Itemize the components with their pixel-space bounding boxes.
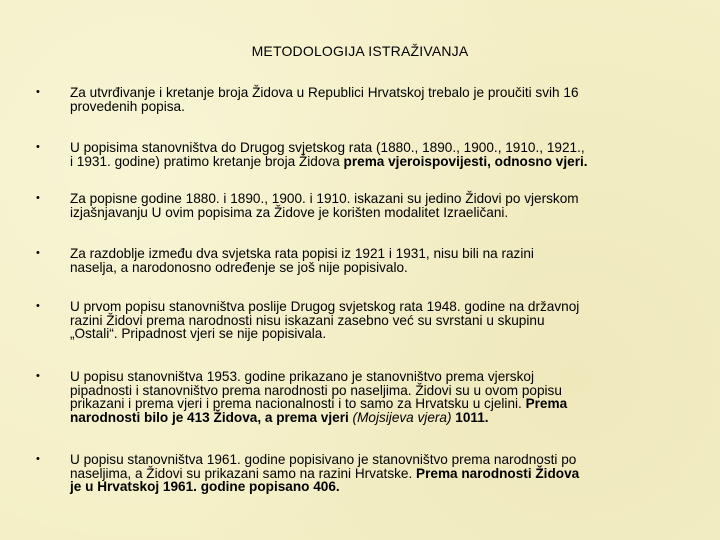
text-segment: i 1931. godine) pratimo kretanje broja Židova: [70, 153, 344, 169]
list-item-text: [70, 141, 674, 168]
list-item-text: [70, 247, 674, 274]
bullet-icon: •: [36, 247, 40, 259]
text-segment: narodnosti bilo je 413 Židova, a prema vjeri: [70, 409, 353, 425]
text-segment: Prema: [525, 396, 568, 412]
text-line: [70, 467, 674, 481]
text-segment: U popisima stanovništva do Drugog svjetskog rata (1880., 1890., 1900., 1910., 1921.,: [70, 140, 585, 155]
text-line: [70, 314, 674, 328]
text-line: [70, 100, 674, 114]
text-segment: Za utvrđivanje i kretanje broja Židova u Republici Hrvatskoj trebalo je proučiti svih 16: [70, 85, 579, 100]
text-segment: Za razdoblje između dva svjetska rata popisi iz 1921 i 1931, nisu bili na razini: [70, 246, 534, 261]
text-line: [70, 141, 674, 155]
text-segment: pipadnosti i stanovništvo prema narodnosti po naseljima. Židovi su u ovom popisu: [70, 382, 562, 398]
text-segment: naselja, a narodonosno određenje se još nije popisivalo.: [70, 259, 408, 275]
text-segment: razini Židovi prema narodnosti nisu iskazani zasebno već su svrstani u skupinu: [70, 312, 545, 328]
bullet-icon: •: [36, 453, 40, 465]
text-line: [70, 206, 674, 220]
text-line: [70, 86, 674, 100]
text-segment: 1011.: [451, 409, 489, 425]
text-line: [70, 261, 674, 275]
text-segment: (Mojsijeva vjera): [352, 409, 452, 425]
text-line: [70, 247, 674, 261]
text-line: [70, 384, 674, 398]
text-line: [70, 480, 674, 494]
text-segment: „Ostali“. Pripadnost vjeri se nije popisivala.: [70, 326, 327, 342]
text-segment: U popisu stanovništva 1953. godine prikazano je stanovništvo prema vjerskoj: [70, 369, 534, 384]
bullet-icon: •: [36, 192, 40, 204]
text-segment: izjašnjavanju U ovim popisima za Židove je korišten modalitet Izraeličani.: [70, 204, 509, 220]
list-item-text: [70, 86, 674, 113]
text-line: [70, 370, 674, 384]
text-segment: prema vjeroispovijesti, odnosno vjeri.: [343, 153, 588, 169]
text-line: [70, 192, 674, 206]
bullet-icon: •: [36, 86, 40, 98]
text-line: [70, 411, 674, 425]
text-segment: provedenih popisa.: [70, 98, 185, 114]
text-segment: U popisu stanovništva 1961. godine popisivano je stanovništvo prema narodnosti po: [70, 452, 577, 467]
text-line: [70, 327, 674, 341]
text-line: [70, 155, 674, 169]
slide-title: METODOLOGIJA ISTRAŽIVANJA: [251, 43, 469, 59]
bullet-icon: •: [36, 300, 40, 312]
text-segment: Prema narodnosti Židova: [416, 465, 580, 481]
text-segment: Za popisne godine 1880. i 1890., 1900. i 1910. iskazani su jedino Židovi po vjerskom: [70, 191, 579, 206]
list-item-text: [70, 370, 674, 424]
text-segment: naseljima, a Židovi su prikazani samo na razini Hrvatske.: [70, 465, 417, 481]
text-segment: U prvom popisu stanovništva poslije Drugog svjetskog rata 1948. godine na državnoj: [70, 299, 580, 314]
text-line: [70, 453, 674, 467]
list-item-text: [70, 300, 674, 341]
bullet-icon: •: [36, 141, 40, 153]
text-line: [70, 300, 674, 314]
bullet-icon: •: [36, 370, 40, 382]
text-segment: je u Hrvatskoj 1961. godine popisano 406.: [70, 479, 340, 495]
text-segment: prikazani i prema vjeri i prema nacionalnosti i to samo za Hrvatsku u cjelini.: [70, 396, 526, 412]
list-item-text: [70, 192, 674, 219]
list-item-text: [70, 453, 674, 494]
text-line: [70, 397, 674, 411]
